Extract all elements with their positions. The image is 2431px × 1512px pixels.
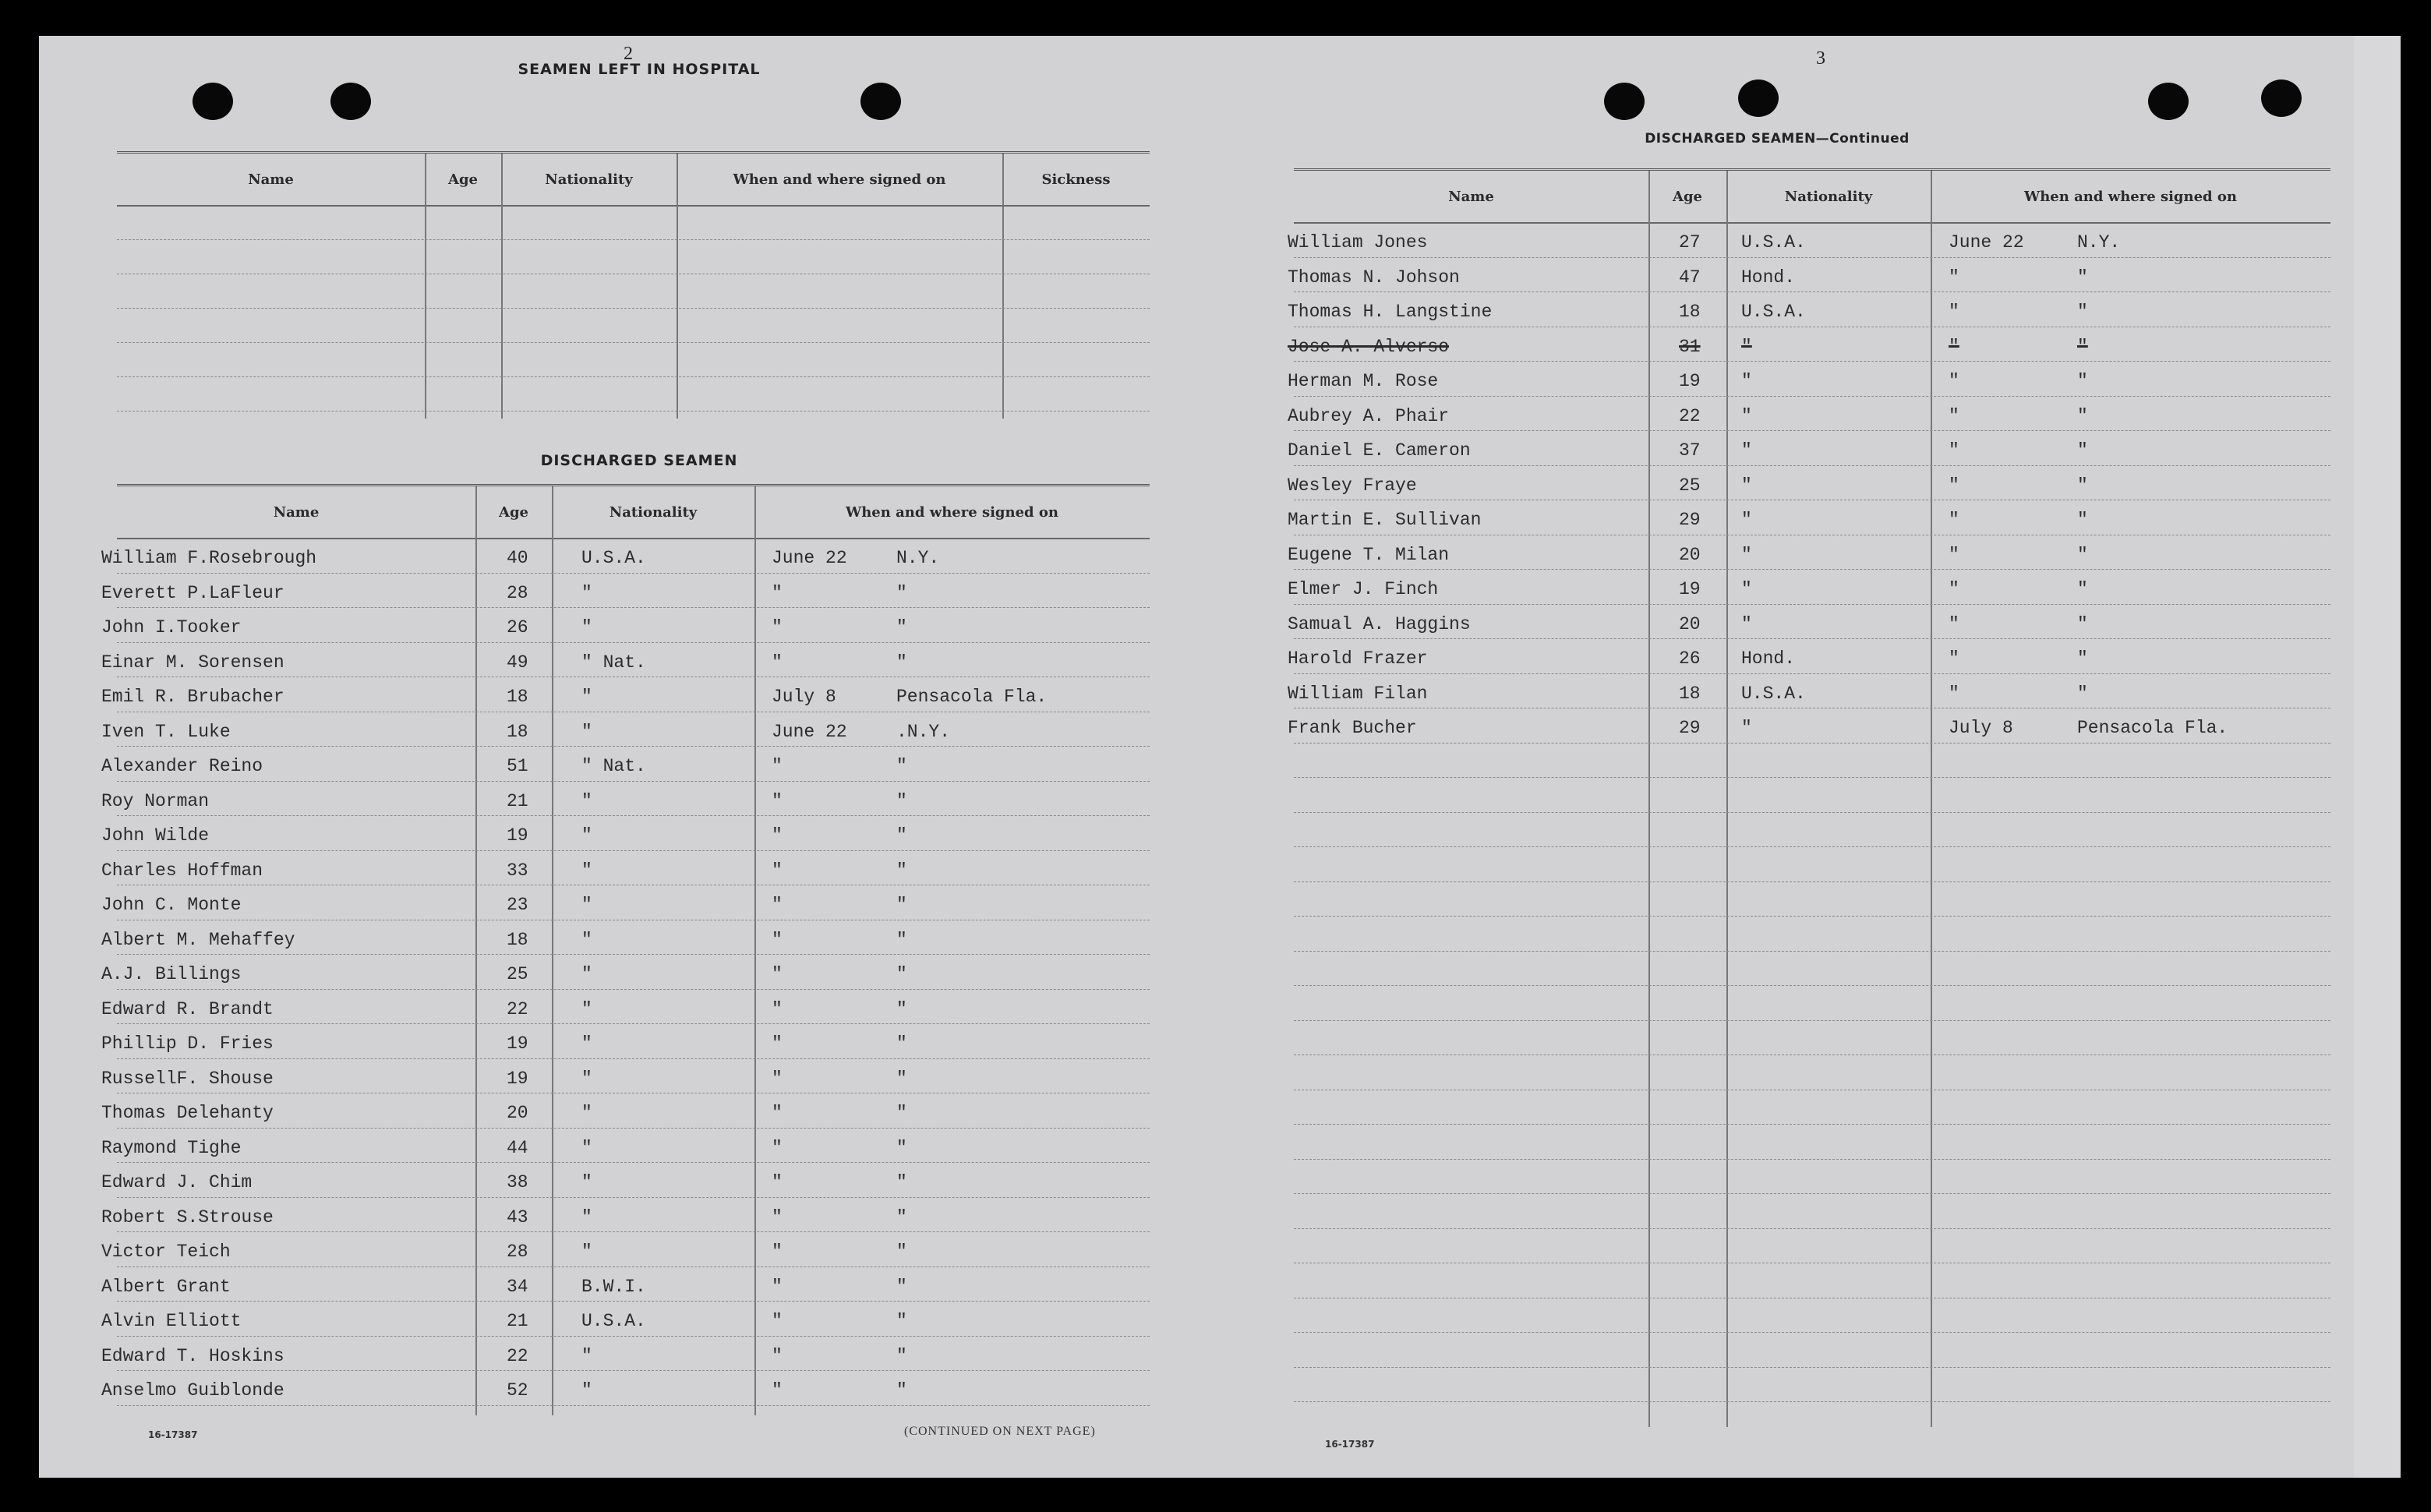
table-row <box>1288 295 2330 329</box>
signed-on-place: " <box>2077 648 2088 669</box>
signed-on-date: " <box>772 582 783 603</box>
row-rule <box>1294 951 2330 952</box>
column-header: When and where signed on <box>2024 188 2237 205</box>
row-rule <box>1294 881 2330 882</box>
hospital-table-header <box>117 154 1150 207</box>
seaman-nationality: " <box>581 790 592 811</box>
signed-on-date: " <box>1949 648 1959 669</box>
row-rule <box>1294 1124 2330 1125</box>
signed-on-date: " <box>772 1311 783 1331</box>
seaman-nationality: " <box>581 1172 592 1192</box>
seaman-name: Charles Hoffman <box>101 860 263 881</box>
seaman-nationality: Hond. <box>1741 648 1796 669</box>
seaman-name: John I.Tooker <box>101 617 242 638</box>
signed-on-date: " <box>772 1380 783 1401</box>
signed-on-place: Pensacola Fla. <box>896 687 1048 707</box>
seaman-name: Aubrey A. Phair <box>1288 405 1450 426</box>
seaman-age: 38 <box>507 1172 528 1192</box>
seaman-nationality: " <box>581 825 592 846</box>
table-row <box>101 1200 1150 1235</box>
signed-on-place: " <box>896 998 907 1019</box>
signed-on-place: Pensacola Fla. <box>2077 718 2228 738</box>
seaman-name: Edward J. Chim <box>101 1172 253 1192</box>
seaman-name: Roy Norman <box>101 790 210 811</box>
row-rule <box>1294 1159 2330 1160</box>
seaman-nationality: " Nat. <box>581 652 646 673</box>
discharged-table <box>101 484 1150 1415</box>
seaman-nationality: " <box>581 1137 592 1158</box>
seaman-name: John Wilde <box>101 825 210 846</box>
seaman-name: Wesley Fraye <box>1288 475 1417 496</box>
column-header: When and where signed on <box>733 171 946 188</box>
column-header: When and where signed on <box>846 503 1058 521</box>
seaman-age: 28 <box>507 1242 528 1262</box>
table-row <box>1288 399 2330 433</box>
seaman-name: Alexander Reino <box>101 756 263 776</box>
sheet-edge <box>2354 36 2401 1478</box>
table-row <box>1288 607 2330 641</box>
signed-on-place: " <box>896 825 907 846</box>
signed-on-date: " <box>772 652 783 673</box>
signed-on-place: " <box>2077 544 2088 565</box>
seaman-age: 37 <box>1679 440 1701 461</box>
seaman-age: 18 <box>507 721 528 742</box>
signed-on-place: " <box>896 756 907 776</box>
seaman-age: 28 <box>507 582 528 603</box>
signed-on-place: " <box>896 929 907 950</box>
signed-on-date: " <box>1949 405 1959 426</box>
table-row <box>101 818 1150 853</box>
seaman-age: 21 <box>507 1311 528 1331</box>
seaman-name: Everett P.LaFleur <box>101 582 284 603</box>
column-header: Age <box>447 171 478 188</box>
table-row <box>101 888 1150 922</box>
signed-on-date: June 22 <box>772 721 847 742</box>
table-row <box>101 923 1150 957</box>
column-header: Name <box>273 503 320 521</box>
seaman-nationality: " <box>581 895 592 915</box>
seaman-age: 20 <box>1679 544 1701 565</box>
row-rule <box>117 411 1150 412</box>
signed-on-date: " <box>772 825 783 846</box>
signed-on-date: " <box>1949 267 1959 288</box>
signed-on-place: " <box>896 617 907 638</box>
signed-on-place: " <box>896 1068 907 1089</box>
seaman-age: 44 <box>507 1137 528 1158</box>
table-row <box>101 1339 1150 1373</box>
row-rule <box>1294 1228 2330 1229</box>
seaman-name: Edward T. Hoskins <box>101 1345 284 1366</box>
seaman-nationality: " <box>581 929 592 950</box>
table-row <box>101 610 1150 645</box>
signed-on-place: " <box>896 1103 907 1123</box>
table-row <box>101 1026 1150 1061</box>
seaman-name: Eugene T. Milan <box>1288 544 1450 565</box>
seaman-name: Harold Frazer <box>1288 648 1428 669</box>
seaman-nationality: U.S.A. <box>1741 232 1806 253</box>
seaman-age: 20 <box>507 1103 528 1123</box>
seaman-name: William Filan <box>1288 683 1428 704</box>
column-rule <box>501 154 503 419</box>
seaman-name: Robert S.Strouse <box>101 1206 274 1228</box>
signed-on-place: " <box>896 1137 907 1158</box>
seaman-name: Thomas N. Johson <box>1288 267 1460 288</box>
table-row <box>1288 538 2330 572</box>
table-row <box>1288 433 2330 468</box>
signed-on-place: " <box>2077 371 2088 391</box>
signed-on-date: " <box>1949 510 1959 530</box>
signed-on-date: " <box>772 1103 783 1123</box>
seaman-name: Herman M. Rose <box>1288 371 1439 391</box>
row-rule <box>1294 1401 2330 1402</box>
seaman-nationality: U.S.A. <box>1741 683 1806 704</box>
seaman-name: Martin E. Sullivan <box>1288 510 1482 530</box>
seaman-name: William F.Rosebrough <box>101 548 317 568</box>
table-row <box>1288 468 2330 503</box>
table-row <box>101 680 1150 714</box>
seaman-nationality: " <box>581 1206 592 1228</box>
signed-on-place: " <box>2077 579 2088 599</box>
discharged-continued-table <box>1288 168 2330 1427</box>
table-row <box>101 957 1150 991</box>
seaman-age: 43 <box>507 1206 528 1228</box>
seaman-age: 51 <box>507 756 528 776</box>
document-sheet <box>39 36 2401 1478</box>
seaman-age: 19 <box>1679 579 1701 599</box>
hospital-title: SEAMEN LEFT IN HOSPITAL <box>518 61 761 78</box>
signed-on-place: " <box>2077 267 2088 288</box>
seaman-age: 49 <box>507 652 528 673</box>
table-row <box>1288 711 2330 745</box>
signed-on-place: " <box>896 1276 907 1297</box>
signed-on-date: " <box>772 1345 783 1366</box>
seaman-age: 20 <box>1679 613 1701 634</box>
table-row <box>101 1062 1150 1096</box>
seaman-nationality: U.S.A. <box>581 1311 646 1331</box>
column-header: Name <box>1448 188 1494 205</box>
seaman-name: Samual A. Haggins <box>1288 613 1471 634</box>
discharged-table-header <box>117 486 1150 539</box>
continued-title: DISCHARGED SEAMEN—Continued <box>1645 131 1910 147</box>
seaman-age: 29 <box>1679 718 1701 738</box>
seaman-age: 52 <box>507 1380 528 1401</box>
seaman-name: Frank Bucher <box>1288 718 1417 738</box>
signed-on-date: " <box>772 1033 783 1054</box>
table-row <box>101 1373 1150 1408</box>
seaman-age: 19 <box>507 1033 528 1054</box>
seaman-name: Emil R. Brubacher <box>101 687 284 707</box>
table-row <box>101 784 1150 818</box>
signed-on-place: " <box>896 1380 907 1401</box>
seaman-name: Jose A. Alverso <box>1288 336 1450 357</box>
signed-on-date: " <box>1949 302 1959 322</box>
row-rule <box>1294 916 2330 917</box>
signed-on-date: July 8 <box>772 687 836 707</box>
table-row <box>101 1304 1150 1338</box>
row-rule <box>1294 1193 2330 1194</box>
seaman-nationality: " <box>581 860 592 881</box>
row-rule <box>1294 1332 2330 1333</box>
signed-on-date: " <box>772 929 783 950</box>
signed-on-date: " <box>1949 579 1959 599</box>
seaman-nationality: " <box>1741 405 1752 426</box>
seaman-age: 19 <box>507 825 528 846</box>
column-header: Name <box>248 171 294 188</box>
row-rule <box>117 239 1150 240</box>
signed-on-place: " <box>896 652 907 673</box>
signed-on-place: " <box>2077 683 2088 704</box>
signed-on-place: " <box>2077 302 2088 322</box>
seaman-name: RussellF. Shouse <box>101 1068 274 1089</box>
signed-on-date: " <box>772 1242 783 1262</box>
table-row <box>1288 641 2330 676</box>
table-row <box>101 1131 1150 1165</box>
table-row <box>1288 503 2330 537</box>
seaman-nationality: " <box>581 1103 592 1123</box>
signed-on-date: " <box>1949 336 1959 357</box>
seaman-age: 40 <box>507 548 528 568</box>
signed-on-place: N.Y. <box>896 548 940 568</box>
signed-on-place: " <box>2077 613 2088 634</box>
seaman-name: Daniel E. Cameron <box>1288 440 1471 461</box>
seaman-name: John C. Monte <box>101 895 242 915</box>
seaman-nationality: " <box>581 1068 592 1089</box>
table-row <box>101 853 1150 888</box>
signed-on-date: " <box>772 1172 783 1192</box>
seaman-age: 23 <box>507 895 528 915</box>
right-page <box>1288 36 2377 1478</box>
seaman-nationality: U.S.A. <box>581 548 646 568</box>
signed-on-date: " <box>1949 475 1959 496</box>
seaman-name: Einar M. Sorensen <box>101 652 284 673</box>
table-row <box>101 645 1150 680</box>
signed-on-place: N.Y. <box>2077 232 2121 253</box>
seaman-age: 25 <box>507 964 528 984</box>
table-row <box>101 1165 1150 1199</box>
seaman-age: 21 <box>507 790 528 811</box>
seaman-nationality: " <box>581 721 592 742</box>
seaman-nationality: U.S.A. <box>1741 302 1806 322</box>
seaman-name: Albert Grant <box>101 1276 231 1297</box>
seaman-name: Victor Teich <box>101 1242 231 1262</box>
signed-on-place: " <box>2077 440 2088 461</box>
signed-on-date: " <box>772 1137 783 1158</box>
seaman-nationality: " <box>1741 371 1752 391</box>
row-rule <box>1294 812 2330 813</box>
column-header: Sickness <box>1041 171 1111 188</box>
seaman-name: Raymond Tighe <box>101 1137 242 1158</box>
signed-on-place: .N.Y. <box>896 721 951 742</box>
seaman-nationality: " <box>581 964 592 984</box>
signed-on-date: " <box>1949 440 1959 461</box>
seaman-name: Albert M. Mehaffey <box>101 929 295 950</box>
column-rule <box>1002 154 1004 419</box>
seaman-name: A.J. Billings <box>101 964 242 984</box>
seaman-age: 18 <box>1679 683 1701 704</box>
table-row <box>101 715 1150 749</box>
page-number: 3 <box>1816 48 1825 69</box>
page-number: 2 <box>624 44 633 64</box>
signed-on-place: " <box>2077 475 2088 496</box>
signed-on-date: " <box>772 998 783 1019</box>
signed-on-date: " <box>772 1068 783 1089</box>
column-header: Nationality <box>609 503 698 521</box>
seaman-nationality: " Nat. <box>581 756 646 776</box>
signed-on-date: " <box>1949 613 1959 634</box>
seaman-nationality: " <box>1741 336 1752 357</box>
column-rule <box>425 154 426 419</box>
seaman-age: 19 <box>507 1068 528 1089</box>
hospital-table <box>117 151 1150 419</box>
signed-on-date: July 8 <box>1949 718 2013 738</box>
table-row <box>1288 364 2330 398</box>
table-row <box>101 1270 1150 1304</box>
continued-table-header <box>1294 171 2330 224</box>
seaman-age: 18 <box>507 687 528 707</box>
seaman-age: 34 <box>507 1276 528 1297</box>
signed-on-place: " <box>896 860 907 881</box>
form-number: 16-17387 <box>148 1429 198 1440</box>
signed-on-place: " <box>896 1033 907 1054</box>
signed-on-place: " <box>896 964 907 984</box>
seaman-name: Edward R. Brandt <box>101 998 274 1019</box>
signed-on-date: " <box>772 790 783 811</box>
row-rule <box>117 308 1150 309</box>
table-row <box>1288 225 2330 260</box>
seaman-age: 22 <box>1679 405 1701 426</box>
seaman-age: 27 <box>1679 232 1701 253</box>
seaman-age: 29 <box>1679 510 1701 530</box>
row-rule <box>1294 777 2330 778</box>
signed-on-place: " <box>896 1242 907 1262</box>
row-rule <box>1294 1367 2330 1368</box>
seaman-age: 18 <box>1679 302 1701 322</box>
column-header: Age <box>498 503 528 521</box>
seaman-age: 18 <box>507 929 528 950</box>
signed-on-date: " <box>772 617 783 638</box>
signed-on-date: June 22 <box>1949 232 2024 253</box>
seaman-age: 26 <box>507 617 528 638</box>
seaman-age: 31 <box>1679 336 1701 357</box>
row-rule <box>1294 985 2330 986</box>
table-row <box>1288 260 2330 295</box>
table-row <box>101 749 1150 783</box>
column-header: Nationality <box>1784 188 1873 205</box>
signed-on-place: " <box>896 1345 907 1366</box>
seaman-name: Anselmo Guiblonde <box>101 1380 284 1401</box>
seaman-name: Elmer J. Finch <box>1288 579 1439 599</box>
continued-note: (CONTINUED ON NEXT PAGE) <box>904 1425 1096 1438</box>
discharged-title: DISCHARGED SEAMEN <box>540 452 738 469</box>
signed-on-date: " <box>1949 371 1959 391</box>
signed-on-place: " <box>896 1172 907 1192</box>
seaman-age: 47 <box>1679 267 1701 288</box>
table-row <box>101 1096 1150 1130</box>
signed-on-date: " <box>772 756 783 776</box>
row-rule <box>117 342 1150 343</box>
seaman-nationality: " <box>581 617 592 638</box>
signed-on-date: " <box>1949 683 1959 704</box>
signed-on-place: " <box>2077 336 2088 357</box>
seaman-name: Iven T. Luke <box>101 721 231 742</box>
table-row <box>101 992 1150 1026</box>
row-rule <box>1294 1020 2330 1021</box>
signed-on-date: " <box>1949 544 1959 565</box>
seaman-nationality: " <box>1741 510 1752 530</box>
signed-on-place: " <box>896 1311 907 1331</box>
signed-on-place: " <box>896 790 907 811</box>
signed-on-date: " <box>772 964 783 984</box>
seaman-nationality: " <box>581 1033 592 1054</box>
signed-on-date: " <box>772 1276 783 1297</box>
seaman-nationality: " <box>581 687 592 707</box>
signed-on-place: " <box>2077 405 2088 426</box>
row-rule <box>117 376 1150 377</box>
table-row <box>101 1235 1150 1269</box>
seaman-age: 26 <box>1679 648 1701 669</box>
seaman-nationality: " <box>1741 613 1752 634</box>
seaman-age: 22 <box>507 1345 528 1366</box>
column-header: Nationality <box>545 171 633 188</box>
row-rule <box>1294 846 2330 847</box>
seaman-nationality: " <box>1741 579 1752 599</box>
left-page <box>101 36 1193 1478</box>
column-rule <box>677 154 678 419</box>
seaman-age: 19 <box>1679 371 1701 391</box>
signed-on-date: June 22 <box>772 548 847 568</box>
seaman-name: Alvin Elliott <box>101 1311 242 1331</box>
seaman-nationality: " <box>581 1345 592 1366</box>
seaman-name: William Jones <box>1288 232 1428 253</box>
signed-on-place: " <box>896 895 907 915</box>
signed-on-date: " <box>772 860 783 881</box>
table-row <box>1288 677 2330 711</box>
seaman-age: 33 <box>507 860 528 881</box>
signed-on-date: " <box>772 895 783 915</box>
seaman-name: Thomas H. Langstine <box>1288 302 1493 322</box>
column-header: Age <box>1672 188 1702 205</box>
seaman-nationality: " <box>581 998 592 1019</box>
seaman-nationality: " <box>581 582 592 603</box>
seaman-nationality: " <box>581 1242 592 1262</box>
seaman-name: Thomas Delehanty <box>101 1103 274 1123</box>
seaman-nationality: " <box>581 1380 592 1401</box>
seaman-age: 22 <box>507 998 528 1019</box>
table-row <box>1288 572 2330 606</box>
signed-on-date: " <box>772 1206 783 1228</box>
seaman-nationality: B.W.I. <box>581 1276 646 1297</box>
seaman-age: 25 <box>1679 475 1701 496</box>
seaman-nationality: " <box>1741 440 1752 461</box>
signed-on-place: " <box>896 582 907 603</box>
signed-on-place: " <box>2077 510 2088 530</box>
seaman-nationality: " <box>1741 475 1752 496</box>
seaman-nationality: " <box>1741 718 1752 738</box>
form-number: 16-17387 <box>1325 1439 1375 1450</box>
seaman-nationality: " <box>1741 544 1752 565</box>
table-row <box>1288 330 2330 364</box>
table-row <box>101 541 1150 575</box>
seaman-nationality: Hond. <box>1741 267 1796 288</box>
seaman-name: Phillip D. Fries <box>101 1033 274 1054</box>
signed-on-place: " <box>896 1206 907 1228</box>
table-row <box>101 576 1150 610</box>
